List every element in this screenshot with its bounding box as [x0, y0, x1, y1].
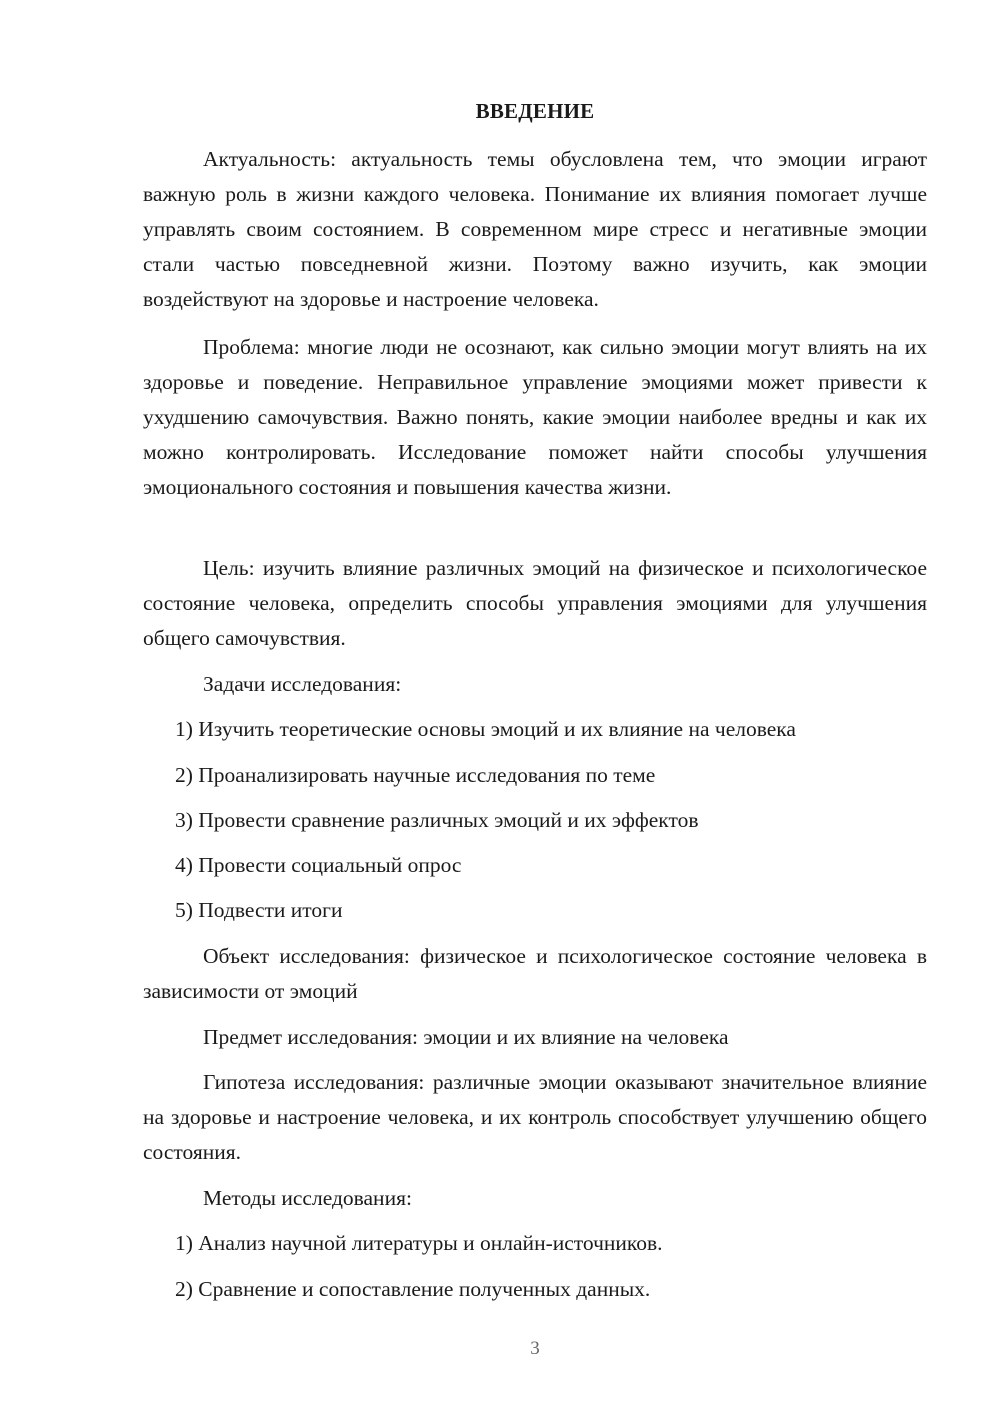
page-title: ВВЕДЕНИЕ: [475, 99, 595, 123]
list-item: 1) Анализ научной литературы и онлайн-источников.: [175, 1231, 663, 1255]
list-item: 1) Изучить теоретические основы эмоций и их влияние на человека: [175, 717, 796, 741]
problem-paragraph: Проблема: многие люди не осознают, как сильно эмоции могут влиять на их здоровье и поведение. Неправильное управление эмоциями может привести к ухудшению самочувствия. Важно понять, какие эмоции наиболее вредны и как их можно контролировать. Исследование поможет найти способы улучшения эмоционального состояния и повышения качества жизни.: [143, 335, 927, 499]
list-item: 5) Подвести итоги: [175, 898, 343, 922]
object-paragraph: Объект исследования: физическое и психологическое состояние человека в зависимости от эмоций: [143, 944, 927, 1003]
hypothesis-paragraph: Гипотеза исследования: различные эмоции оказывают значительное влияние на здоровье и настроение человека, и их контроль способствует улучшению общего состояния.: [143, 1070, 927, 1164]
list-item: 3) Провести сравнение различных эмоций и их эффектов: [175, 808, 699, 832]
page-number: 3: [530, 1338, 540, 1359]
list-item: 2) Сравнение и сопоставление полученных данных.: [175, 1277, 651, 1301]
list-item: 4) Провести социальный опрос: [175, 853, 462, 877]
goal-paragraph: Цель: изучить влияние различных эмоций на физическое и психологическое состояние человека, определить способы управления эмоциями для улучшения общего самочувствия.: [143, 556, 927, 650]
subject-paragraph: Предмет исследования: эмоции и их влияние на человека: [203, 1025, 729, 1049]
list-item: 2) Проанализировать научные исследования по теме: [175, 763, 656, 787]
tasks-title: Задачи исследования:: [203, 672, 402, 696]
relevance-paragraph: Актуальность: актуальность темы обусловлена тем, что эмоции играют важную роль в жизни каждого человека. Понимание их влияния помогает лучше управлять своим состоянием. В современном мире стресс и негативные эмоции стали частью повседневной жизни. Поэтому важно изучить, как эмоции воздействуют на здоровье и настроение человека.: [143, 147, 927, 311]
methods-title: Методы исследования:: [203, 1186, 412, 1210]
